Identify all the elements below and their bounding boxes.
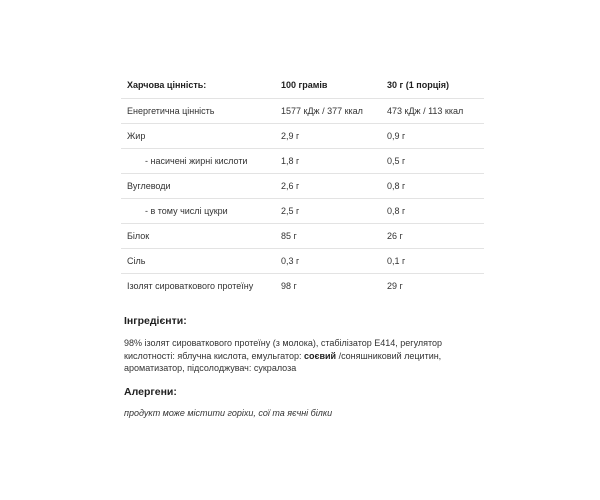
nutrient-per-serving: 0,1 г [381,249,484,274]
nutrient-per-serving: 0,5 г [381,149,484,174]
nutrition-panel [121,72,484,418]
table-row [121,274,484,299]
nutrient-name: Вуглеводи [121,174,275,199]
ingredients-heading: Інгредієнти: [124,315,187,327]
nutrient-per-serving: 0,9 г [381,124,484,149]
nutrient-name: - в тому числі цукри [121,199,275,224]
nutrient-per-100g: 1,8 г [275,149,381,174]
nutrient-per-100g: 98 г [281,281,297,291]
table-row [121,224,484,249]
column-header-per-100g: 100 грамів [275,72,381,99]
ingredients-text-part: /соняшниковий лецитин, ароматизатор, підсолоджувач: сукралоза [124,350,442,373]
column-header-per-serving: 30 г (1 порція) [381,72,484,99]
nutrient-per-serving: 26 г [381,224,484,249]
column-header-nutrient: Харчова цінність: [121,72,275,99]
nutrient-per-serving: 0,8 г [381,174,484,199]
nutrient-per-serving: 473 кДж / 113 ккал [381,99,484,124]
ingredients-text [121,337,454,375]
allergens-text: продукт може містити горіхи, сої та яєчні білки [124,407,333,418]
nutrient-per-100g: 2,6 г [275,174,381,199]
nutrient-per-100g: 85 г [275,224,381,249]
nutrient-per-100g: 2,9 г [275,124,381,149]
nutrient-name: Жир [121,124,275,149]
nutrient-name: - насичені жирні кислоти [121,149,275,174]
nutrient-name: Білок [121,224,275,249]
table-row [121,174,484,199]
nutrient-per-serving: 0,8 г [381,199,484,224]
nutrient-per-100g: 1577 кДж / 377 ккал [275,99,381,124]
nutrient-name: Енергетична цінність [121,99,275,124]
nutrient-per-100g: 0,3 г [275,249,381,274]
nutrition-table [121,72,484,298]
table-row [121,124,484,149]
table-row [121,99,484,124]
nutrient-name: Сіль [121,249,275,274]
table-header-row [121,72,484,99]
nutrient-per-serving: 29 г [387,281,403,291]
ingredients-text-part: 98% ізолят сироваткового протеїну (з молока), стабілізатор Е414, регулятор кислотності: яблучна кислота, емульгатор: [124,338,443,361]
table-row [121,199,484,224]
nutrient-per-100g: 2,5 г [275,199,381,224]
nutrient-name: Ізолят сироваткового протеїну [127,281,254,291]
allergens-heading: Алергени: [124,385,177,398]
table-row [121,249,484,274]
table-row [121,149,484,174]
ingredients-bold-part: соєвий [304,350,337,361]
